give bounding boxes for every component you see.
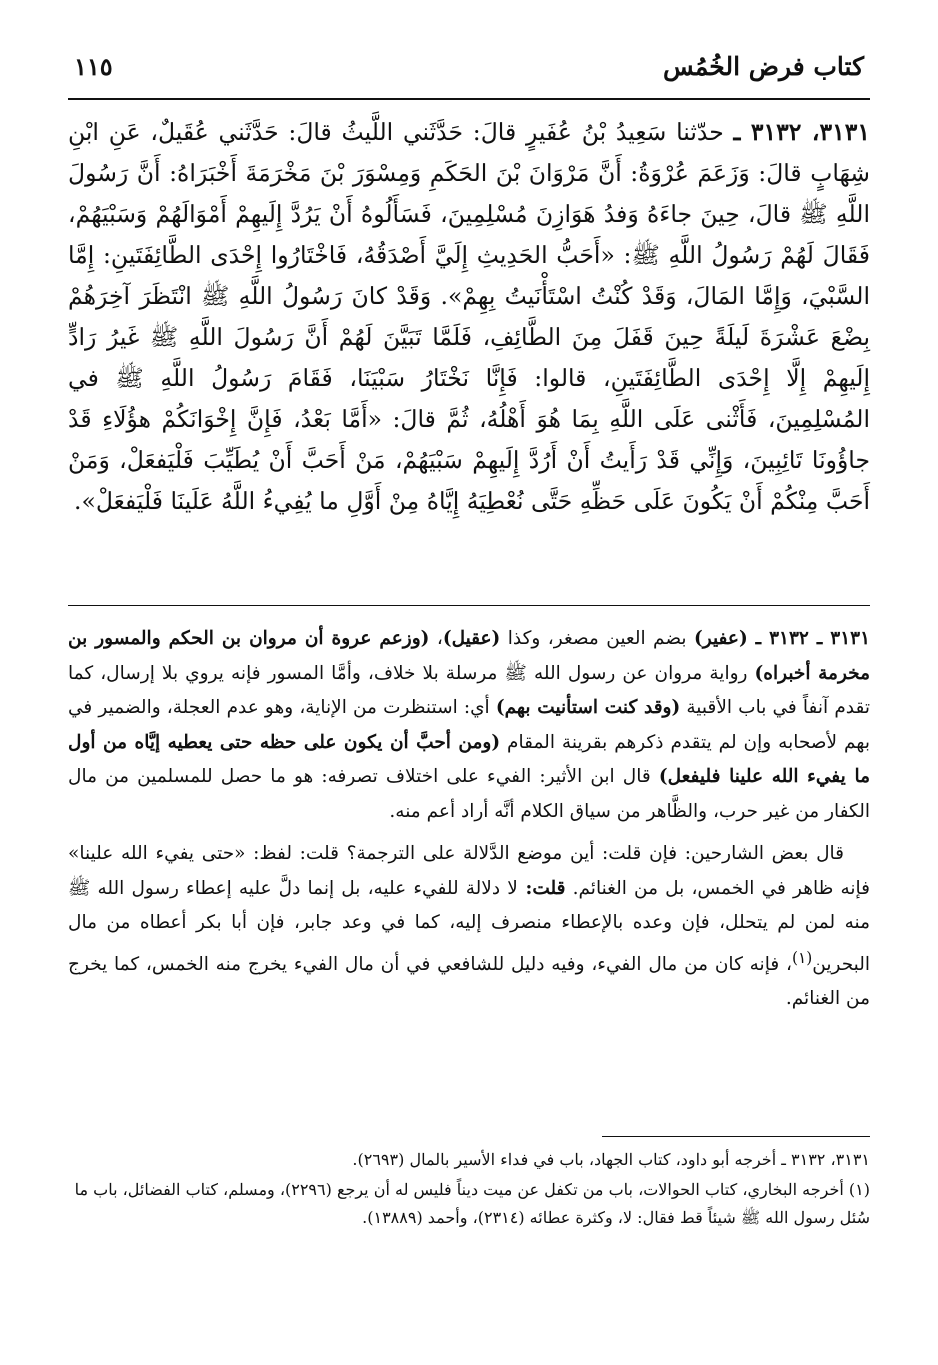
footnotes: [68, 1146, 870, 1234]
commentary-text: رواية مروان عن رسول الله ﷺ مرسلة بلا خلاف، وأمَّا المسور فإنه يروي بلا إرسال، كما تقدم آنفاً في باب الأقبية: [68, 662, 870, 718]
commentary-quote: (وزعم عروة أن مروان بن الحكم والمسور بن مخرمة أخبراه): [68, 628, 870, 684]
footnote-reference[interactable]: (١): [791, 948, 813, 967]
commentary-text: ،: [429, 628, 443, 649]
hadith-text: [68, 112, 870, 522]
commentary-text: بضم العين مصغر، وكذا: [500, 628, 694, 649]
hadith-body: حدّثنا سَعِيدُ بْنُ عُفَيرٍ قالَ: حَدَّثَني اللَّيثُ قالَ: حَدَّثَني عُقَيلٌ، عَنِ ابْنِ شِهَابٍ قالَ: وَزَعَمَ عُرْوَةُ: أَنَّ مَرْوَانَ بْنَ الحَكَمِ وَمِسْوَرَ بْنَ مَخْرَمَةَ أَخْبَرَاهُ: أَنَّ رَسُولَ اللَّهِ ﷺ قالَ، حِينَ جاءَهُ وَفدُ هَوَازِنَ مُسْلِمِينَ، فَسَأَلُوهُ أَنْ يَرُدَّ إِلَيهِمْ أَمْوَالَهُمْ وَسَبْيَهُمْ، فَقَالَ لَهُمْ رَسُولُ اللَّهِ ﷺ: «أَحَبُّ الحَدِيثِ إِلَيَّ أَصْدَقُهُ، فَاخْتَارُوا إِحْدَى الطَّائِفَتَينِ: إِمَّا السَّبْيَ، وَإِمَّا المَالَ، وَقَدْ كُنْتُ اسْتَأْنَيتُ بِهِمْ». وَقَدْ كانَ رَسُولُ اللَّهِ ﷺ انْتَظَرَ آخِرَهُمْ بِضْعَ عَشْرَةَ لَيلَةً حِينَ قَفَلَ مِنَ الطَّائِفِ، فَلَمَّا تَبَيَّنَ لَهُمْ أَنَّ رَسُولَ اللَّهِ ﷺ غَيرُ رَادٍّ إِلَيهِمْ إِلَّا إِحْدَى الطَّائِفَتَينِ، قالوا: فَإِنَّا نَخْتَارُ سَبْيَنَا، فَقَامَ رَسُولُ اللَّهِ ﷺ في المُسْلِمِينَ، فَأَثْنى عَلَى اللَّهِ بِمَا هُوَ أَهْلُهُ، ثُمَّ قالَ: «أَمَّا بَعْدُ، فَإِنَّ إِخْوَانَكُمْ هؤُلَاءِ قَدْ جاؤُونَا تَائِبِينَ، وَإِنِّي قَدْ رَأَيتُ أَنْ أَرُدَّ إِلَيهِمْ سَبْيَهُمْ، مَنْ أَحَبَّ أَنْ يُطَيِّبَ فَلْيَفعَلْ، وَمَنْ أَحَبَّ مِنْكُمْ أَنْ يَكُونَ عَلَى حَظِّهِ حَتَّى نُعْطِيَهُ إِيَّاهُ مِنْ أَوَّلِ ما يُفِيءُ اللَّهُ عَلَينَا فَلْيَفعَلْ».: [68, 118, 870, 515]
commentary-text: أي: استنظرت من الإناية، وهو عدم العجلة، والضمير في بهم لأصحابه وإن لم يتقدم ذكرهم بقرينة المقام: [68, 697, 870, 753]
header-divider: [68, 98, 870, 100]
commentary-quote: (وقد كنت استأنيت بهم): [495, 697, 681, 718]
footnote-marker: (١): [848, 1180, 870, 1199]
footnote-hadith: ٣١٣١، ٣١٣٢ ـ أخرجه أبو داود، كتاب الجهاد، باب في فداء الأسير بالمال (٢٦٩٣).: [352, 1150, 870, 1169]
commentary-quote: قلت:: [517, 877, 566, 899]
commentary-text: ، فإنه كان من مال الفيء، وفيه دليل للشافعي في أن مال الفيء يخرج منه الخمس، كما يخرج من الغنائم.: [68, 953, 870, 1010]
commentary-paragraph-2: [68, 837, 870, 1017]
commentary-text: لا دلالة للفيء عليه، بل إنما دلَّ عليه إعطاء رسول الله ﷺ منه لمن لم يتحلل، فإن وعده بالإعطاء منصرف إليه، كما في وعد جابر، فإن أبا بكر أعطاه من مال البحرين: [68, 877, 870, 975]
footnote-text: أخرجه البخاري، كتاب الحوالات، باب من تكفل عن ميت ديناً فليس له أن يرجع (٢٢٩٦)، ومسلم، كتاب الفضائل، باب ما سُئل رسول الله ﷺ شيئاً قط فقال: لا، وكثرة عطائه (٢٣١٤)، وأحمد (١٣٨٨٩).: [74, 1180, 870, 1227]
commentary-heading: ٣١٣١ ـ ٣١٣٢ ـ (عفير): [694, 628, 871, 649]
footnote-1: [68, 1176, 870, 1232]
commentary-quote: (ومن أحبَّ أن يكون على حظه حتى يعطيه إيَّاه من أول ما يفيء الله علينا فليفعل): [68, 731, 870, 787]
running-title: كتاب فرض الخُمُس: [662, 52, 864, 81]
footnote-divider: [602, 1136, 870, 1137]
section-divider: [68, 605, 870, 606]
commentary-quote: (عقيل): [442, 628, 501, 649]
commentary-text: قال ابن الأثير: الفيء على اختلاف تصرفه: هو ما حصل للمسلمين من مال الكفار من غير حرب، والظَّاهر من سياق الكلام أنَّه أراد أعم منه.: [68, 766, 870, 822]
commentary: [68, 622, 870, 1017]
hadith-number: ٣١٣١، ٣١٣٢ ـ: [733, 118, 870, 146]
commentary-paragraph-1: [68, 622, 870, 829]
commentary-text: قال بعض الشارحين: فإن قلت: أين موضع الدَّلالة على الترجمة؟ قلت: لفظ: «حتى يفيء الله علينا» فإنه ظاهر في الخمس، بل من الغنائم.: [68, 843, 871, 899]
page-number: ١١٥: [74, 52, 113, 81]
